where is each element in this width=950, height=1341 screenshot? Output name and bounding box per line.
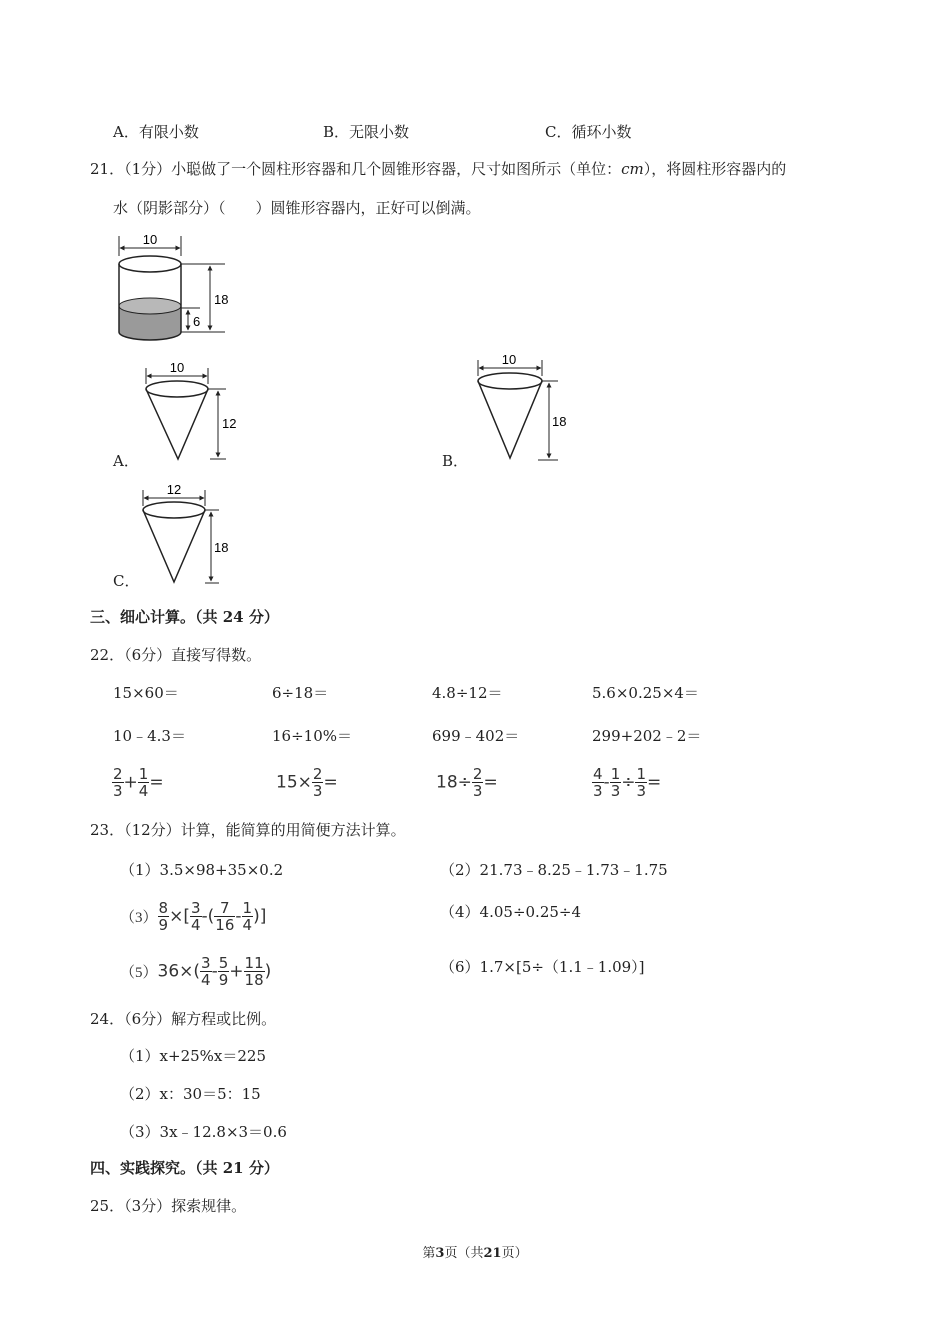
cone-c-figure (137, 480, 247, 590)
q24-p2: （2）x：30＝5：15 (120, 1085, 261, 1103)
q22-r3-2: 15× $\frac{2}{3}$ = (276, 765, 338, 800)
option-b: B．无限小数 (323, 123, 410, 141)
cone-c-height: 18 (214, 540, 229, 555)
q22-title: 22．（6分）直接写得数。 (90, 646, 262, 664)
cone-a-figure (140, 358, 250, 468)
q25-title: 25．（3分）探索规律。 (90, 1197, 247, 1215)
option-c: C．循环小数 (545, 123, 632, 141)
q22-r2-1: 10﹣4.3＝ (113, 727, 186, 745)
q23-p3: （3） $\frac{8}{9}$ ×[ $\frac{3}{4}$ -( $\frac{7}{16}$ - $\frac{1}{4}$ )] (120, 899, 267, 934)
q22-r1-3: 4.8÷12＝ (432, 684, 503, 702)
q21-opt-a-label: A． (113, 452, 139, 470)
cyl-diameter: 10 (142, 232, 158, 247)
q23-p4: （4）4.05÷0.25÷4 (440, 903, 582, 921)
q22-r1-4: 5.6×0.25×4＝ (592, 684, 699, 702)
cone-c-diameter: 12 (166, 482, 182, 497)
cone-b-height: 18 (552, 414, 567, 429)
cyl-height: 18 (214, 292, 229, 307)
q22-r3-1: $\frac{2}{3}$ + $\frac{1}{4}$ = (113, 765, 164, 800)
q22-r1-1: 15×60＝ (113, 684, 179, 702)
q24-title: 24．（6分）解方程或比例。 (90, 1010, 277, 1028)
q22-r1-2: 6÷18＝ (272, 684, 329, 702)
option-a: A．有限小数 (113, 123, 199, 141)
q22-r2-4: 299+202﹣2＝ (592, 727, 702, 745)
q22-r3-3: 18÷ $\frac{2}{3}$ = (436, 765, 498, 800)
cone-a-diameter: 10 (169, 360, 185, 375)
section-4-heading: 四、实践探究。（共 21 分） (90, 1159, 279, 1177)
q23-p1: （1）3.5×98+35×0.2 (120, 861, 284, 879)
q22-r3-4: $\frac{4}{3}$ - $\frac{1}{3}$ ÷ $\frac{1}{3}$ = (593, 765, 662, 800)
q22-r2-3: 699﹣402＝ (432, 727, 520, 745)
cylinder-figure (110, 228, 260, 350)
q23-title: 23．（12分）计算，能简算的用简便方法计算。 (90, 821, 406, 839)
q21-line2: 水（阴影部分）（ ）圆锥形容器内，正好可以倒满。 (113, 199, 481, 217)
q23-p6: （6）1.7×[5÷（1.1﹣1.09）] (440, 958, 645, 976)
q21-line1: 21．（1分）小聪做了一个圆柱形容器和几个圆锥形容器，尺寸如图所示（单位：cm），将圆柱形容器内的 (90, 160, 787, 178)
q23-p2: （2）21.73﹣8.25﹣1.73﹣1.75 (440, 861, 668, 879)
cone-b-figure (472, 350, 582, 468)
q24-p3: （3）3x﹣12.8×3＝0.6 (120, 1123, 287, 1141)
q23-p5: （5）36×( $\frac{3}{4}$ - $\frac{5}{9}$ + $\frac{11}{18}$ ) (120, 954, 272, 989)
q24-p1: （1）x+25%x＝225 (120, 1047, 267, 1065)
q21-opt-c-label: C． (113, 572, 140, 590)
cone-b-diameter: 10 (501, 352, 517, 367)
page-footer: 第3页（共21页） (422, 1246, 528, 1261)
q22-r2-2: 16÷10%＝ (272, 727, 352, 745)
cone-a-height: 12 (222, 416, 237, 431)
cyl-water: 6 (193, 314, 201, 329)
section-3-heading: 三、细心计算。（共 24 分） (90, 608, 279, 626)
q21-opt-b-label: B． (442, 452, 469, 470)
